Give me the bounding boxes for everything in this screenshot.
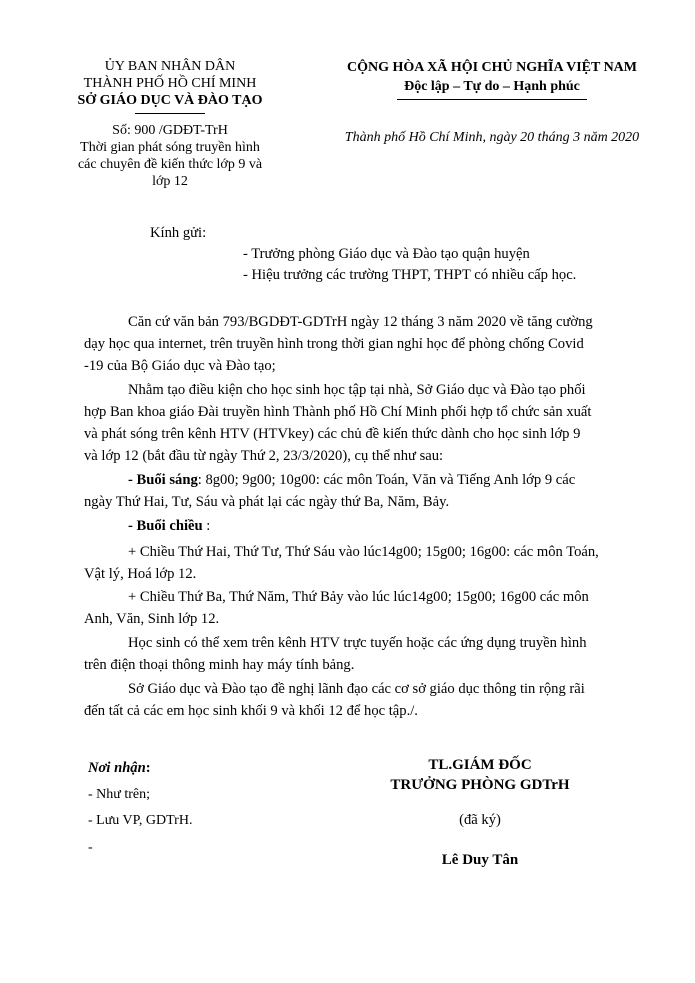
- text-line: -19 của Bộ Giáo dục và Đào tạo;: [84, 358, 276, 374]
- text-line: đến tất cả các em học sinh khối 9 và khối 12 để học tập./.: [84, 703, 418, 719]
- text-line: trên điện thoại thông minh hay máy tính bảng.: [84, 657, 355, 673]
- document-reference: [40, 122, 300, 190]
- text-line: + Chiều Thứ Hai, Thứ Tư, Thứ Sáu vào lúc14g00; 15g00; 16g00: các môn Toán,: [128, 544, 599, 560]
- recipient-1: - Trưởng phòng Giáo dục và Đào tạo quận huyện: [243, 246, 530, 262]
- text-line: Sở Giáo dục và Đào tạo đề nghị lãnh đạo các cơ sở giáo dục thông tin rộng rãi: [128, 681, 585, 697]
- afternoon-label: - Buổi chiều: [128, 518, 203, 534]
- signed-note: (đã ký): [459, 812, 501, 828]
- text-line: và lớp 12 (bắt đầu từ ngày Thứ 2, 23/3/2020), cụ thể như sau:: [84, 448, 444, 464]
- signatory-line2: TRƯỞNG PHÒNG GDTrH: [390, 777, 570, 793]
- text-line: [84, 515, 644, 537]
- text-line: dạy học qua internet, trên truyền hình trong thời gian nghỉ học để phòng chống Covid: [84, 336, 584, 352]
- morning-label: - Buổi sáng: [128, 472, 198, 488]
- recipients-list-colon: :: [145, 760, 151, 776]
- text-line: Anh, Văn, Sinh lớp 12.: [84, 611, 220, 627]
- afternoon-heading: [84, 515, 644, 537]
- recipients-list-label: Nơi nhận: [88, 760, 146, 776]
- country-name: CỘNG HÒA XÃ HỘI CHỦ NGHĨA VIỆT NAM: [346, 60, 637, 75]
- morning-text: : 8g00; 9g00; 10g00: các môn Toán, Văn và Tiếng Anh lớp 9 các: [197, 472, 576, 488]
- text-line: và phát sóng trên kênh HTV (HTVkey) các chủ đề kiến thức dành cho học sinh lớp 9: [84, 426, 581, 442]
- paragraph-request: [84, 678, 644, 722]
- distribution-item-2: - Lưu VP, GDTrH.: [88, 813, 193, 828]
- text-line: ngày Thứ Hai, Tư, Sáu và phát lại các ngày thứ Ba, Năm, Bảy.: [84, 494, 450, 510]
- paragraph-legal-basis: [84, 311, 644, 377]
- issuer-divider: [135, 113, 205, 114]
- text-line: Nhằm tạo điều kiện cho học sinh học tập tại nhà, Sở Giáo dục và Đào tạo phối: [128, 382, 586, 398]
- recipient-2: - Hiệu trưởng các trường THPT, THPT có nhiều cấp học.: [243, 267, 577, 283]
- subject-line-3: lớp 12: [152, 174, 188, 189]
- text-line: [84, 469, 644, 491]
- text-line: + Chiều Thứ Ba, Thứ Năm, Thứ Bảy vào lúc lúc14g00; 15g00; 16g00 các môn: [128, 589, 589, 605]
- dateline: Thành phố Hồ Chí Minh, ngày 20 tháng 3 năm 2020: [344, 130, 640, 145]
- national-motto: Độc lập – Tự do – Hạnh phúc: [404, 79, 580, 94]
- subject-line-1: Thời gian phát sóng truyền hình: [80, 140, 260, 155]
- text-line: hợp Ban khoa giáo Đài truyền hình Thành phố Hồ Chí Minh phối hợp tổ chức sản xuất: [84, 404, 592, 420]
- afternoon-colon: :: [202, 518, 211, 534]
- subject-line-2: các chuyên đề kiến thức lớp 9 và: [77, 157, 263, 172]
- text-line: Học sinh có thể xem trên kênh HTV trực tuyến hoặc các ứng dụng truyền hình: [128, 635, 587, 651]
- recipients-label: Kính gửi:: [150, 225, 207, 241]
- distribution-item-1: - Như trên;: [88, 787, 151, 802]
- afternoon-schedule-2: [84, 586, 644, 630]
- text-line: Căn cứ văn bản 793/BGDĐT-GDTrH ngày 12 tháng 3 năm 2020 về tăng cường: [128, 314, 593, 330]
- motto-divider: [397, 99, 587, 100]
- recipients-list-heading: [88, 760, 151, 777]
- issuer-line1: ỦY BAN NHÂN DÂN: [104, 59, 236, 74]
- text-line: Vật lý, Hoá lớp 12.: [84, 566, 197, 582]
- paragraph-purpose: [84, 379, 644, 467]
- signatory-line1: TL.GIÁM ĐỐC: [428, 757, 532, 773]
- distribution-item-3: -: [88, 840, 93, 855]
- issuer-block: [40, 58, 300, 190]
- afternoon-schedule-1: [84, 541, 644, 585]
- issuer-line2: THÀNH PHỐ HỒ CHÍ MINH: [83, 76, 257, 91]
- national-motto-block: [292, 58, 692, 100]
- paragraph-viewing: [84, 632, 644, 676]
- document-number: Số: 900 /GDĐT-TrH: [112, 123, 228, 138]
- morning-schedule: [84, 469, 644, 513]
- issuer-department: SỞ GIÁO DỤC VÀ ĐÀO TẠO: [77, 93, 263, 108]
- signatory-name: Lê Duy Tân: [441, 852, 519, 868]
- signatory-title: [340, 755, 620, 795]
